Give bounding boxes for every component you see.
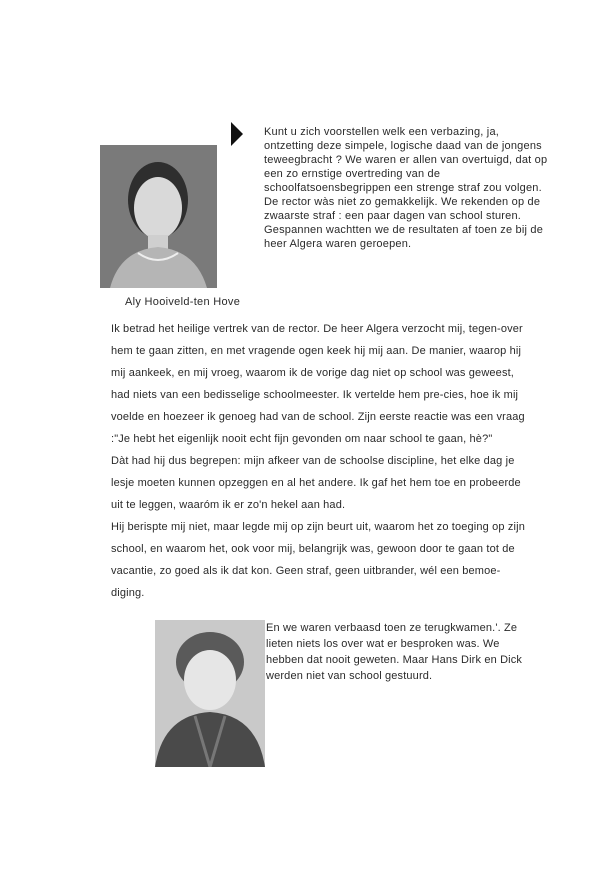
- portrait-photo-second: [155, 620, 265, 767]
- closing-text-block: [266, 620, 536, 684]
- body-paragraph: Dàt had hij dus begrepen: mijn afkeer van de schoolse discipline, het elke dag je lesje moeten kunnen opzeggen en al het andere. Ik gaf het hem toe en probeerde uit te leggen, waaróm ik er zo'n hekel aan had.: [111, 455, 521, 511]
- body-text-block: [111, 318, 531, 604]
- portrait-photo-aly: [100, 145, 217, 288]
- arrow-marker-icon: [231, 122, 243, 146]
- body-paragraph: Hij berispte mij niet, maar legde mij op zijn beurt uit, waarom het zo toeging op zijn school, en waarom het, ook voor mij, belangrijk was, gewoon door te gaan tot de vacantie, zo goed als ik dat kon. Geen straf, geen uitbrander, wél een bemoe-diging.: [111, 521, 525, 599]
- photo-caption: Aly Hooiveld-ten Hove: [125, 296, 241, 308]
- body-paragraph: Ik betrad het heilige vertrek van de rector. De heer Algera verzocht mij, tegen-over hem te gaan zitten, en met vragende ogen keek hij mij aan. De manier, waarop hij mij aankeek, en mij vroeg, waarom ik de vorige dag niet op school was geweest, had niets van een bedisselige schoolmeester. Ik vertelde hem pre-cies, hoe ik mij voelde en hoezeer ik genoeg had van de school. Zijn eerste reactie was een vraag :"Je hebt het eigenlijk nooit echt fijn gevonden om naar school te gaan, hè?": [111, 323, 525, 445]
- intro-paragraph: De rector wàs niet zo gemakkelijk. We rekenden op de zwaarste straf : een paar dagen van school sturen.: [264, 196, 541, 222]
- intro-paragraph: Gespannen wachtten we de resultaten af toen ze bij de heer Algera waren geroepen.: [264, 224, 544, 250]
- closing-paragraph: En we waren verbaasd toen ze terugkwamen.'. Ze lieten niets los over wat er besproken was. We hebben dat nooit geweten. Maar Hans Dirk en Dick werden niet van school gestuurd.: [266, 622, 523, 682]
- intro-text-block: [264, 125, 549, 251]
- intro-paragraph: Kunt u zich voorstellen welk een verbazing, ja, ontzetting deze simpele, logische daad van de jongens teweegbracht ? We waren er allen van overtuigd, dat op een zo ernstige overtreding van de schoolfatsoensbegrippen een strenge straf zou volgen.: [264, 126, 548, 194]
